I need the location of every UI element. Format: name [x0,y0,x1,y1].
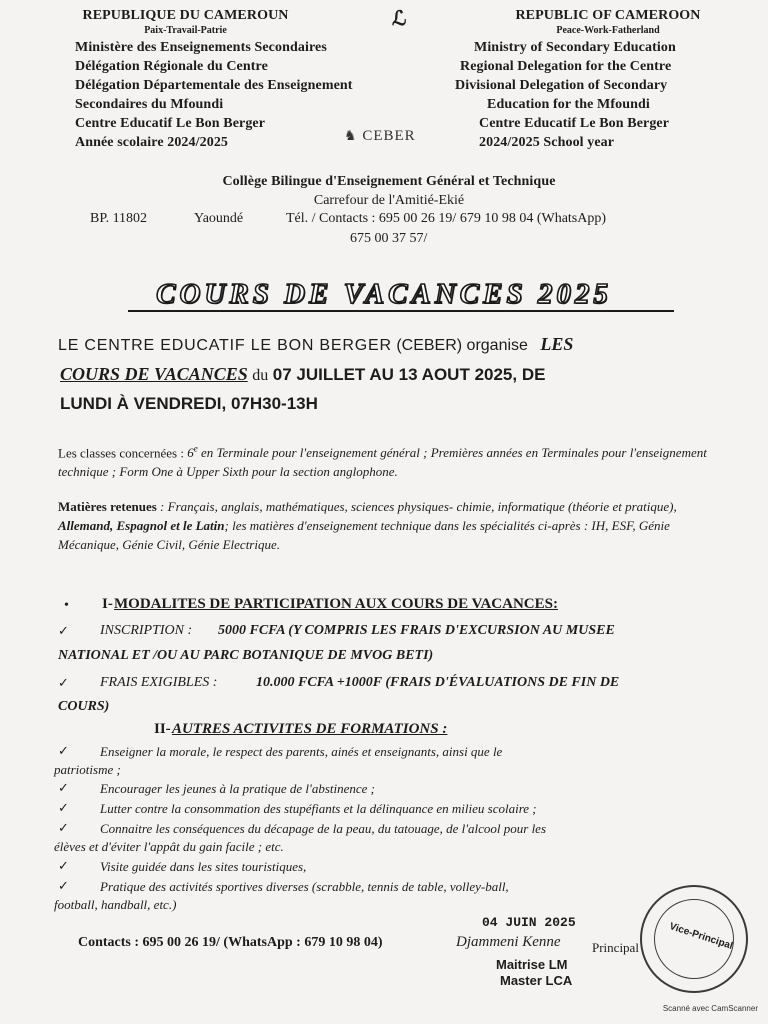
school-bp: BP. 11802 [90,211,148,226]
school-city: Yaoundé [194,211,244,226]
inscription-continued: NATIONAL ET /OU AU PARC BOTANIQUE DE MVOG BETI) [58,648,434,663]
intro-line-3: LUNDI À VENDREDI, 07H30-13H [60,394,318,413]
signer-role: Principal [592,940,639,955]
header-right-line: Ministry of Secondary Education [474,40,676,55]
signature: Djammeni Kenne [456,934,561,950]
frais-value: 10.000 FCFA +1000F (FRAIS D'ÉVALUATIONS DE FIN DE [256,675,620,690]
classes-text-1: 6 [187,445,194,461]
section2-title: AUTRES ACTIVITES DE FORMATIONS : [172,721,448,737]
header-right-line: Regional Delegation for the Centre [460,59,672,74]
activity-item: Lutter contre la consommation des stupéfiants et la délinquance en milieu scolaire ; [100,801,537,816]
check-icon: ✓ [58,858,69,873]
activity-item: Visite guidée dans les sites touristiques, [100,859,307,874]
header-right-line: 2024/2025 School year [479,135,615,150]
header-right-line: Centre Educatif Le Bon Berger [479,116,670,131]
activity-item-cont: football, handball, etc.) [54,897,177,912]
school-location: Carrefour de l'Amitié-Ekié [313,193,465,208]
section1-bullet: • [64,598,69,613]
ceber-logo [344,128,416,145]
page-title: COURS DE VACANCES 2025 [156,278,612,310]
intro-du: du [252,367,269,384]
matieres-text-1: : Français, anglais, mathématiques, sciences physiques- chimie, informatique (théorie et pratique), [160,499,677,514]
header-right-line: Education for the Mfoundi [487,97,650,112]
school-contacts-2: 675 00 37 57/ [350,231,428,246]
school-name: Collège Bilingue d'Enseignement Général et Technique [222,174,556,189]
header-right-line: Divisional Delegation of Secondary [455,78,668,93]
header-right-motto: Peace-Work-Fatherland [556,25,660,36]
shepherd-logo-icon: ♞ [344,129,358,144]
frais-label: FRAIS EXIGIBLES : [100,675,218,690]
check-icon: ✓ [58,820,69,835]
classes-text-2: en Terminale pour l'enseignement général ; Premières années en Terminales pour l'enseignement technique ; Form One à Upper Sixth pour la section anglophone. [58,445,707,480]
check-icon: ✓ [58,743,69,758]
intro-line-1 [58,334,726,355]
header-left-country: REPUBLIQUE DU CAMEROUN [82,8,289,23]
activity-item: Encourager les jeunes à la pratique de l'abstinence ; [100,781,375,796]
activity-item: Connaitre les conséquences du décapage de la peau, du tatouage, de l'alcool pour les [100,821,547,836]
header-left-line: Délégation Régionale du Centre [75,59,268,74]
check-icon: ✓ [58,675,69,690]
title-underline [128,310,674,312]
section1-prefix: I- [102,596,113,612]
classes-label: Les classes concernées : [58,445,184,461]
signer-degree-2: Master LCA [500,973,573,988]
section2-prefix: II- [154,721,171,737]
check-icon: ✓ [58,780,69,795]
header-left-line: Ministère des Enseignements Secondaires [75,40,327,55]
check-icon: ✓ [58,878,69,893]
official-stamp-icon [640,885,748,993]
activity-item: Pratique des activités sportives diverses (scrabble, tennis de table, volley-ball, [100,879,509,894]
header-left-line: Année scolaire 2024/2025 [75,135,229,150]
activity-item: Enseigner la morale, le respect des parents, ainés et enseignants, ainsi que le [100,744,503,759]
header-left-line: Délégation Départementale des Enseignement [75,78,353,93]
classes-paragraph [58,440,708,481]
footer-contacts: Contacts : 695 00 26 19/ (WhatsApp : 679 10 98 04) [78,935,383,950]
signer-degree-1: Maitrise LM [496,957,568,972]
inscription-value: 5000 FCFA (Y COMPRIS LES FRAIS D'EXCURSION AU MUSEE [218,623,615,638]
intro-les: LES [540,334,574,354]
header-left-line: Centre Educatif Le Bon Berger [75,116,266,131]
activity-item-cont: élèves et d'éviter l'appât du gain facile ; etc. [54,839,284,854]
check-icon: ✓ [58,623,69,638]
intro-line-2 [60,364,728,385]
matieres-label: Matières retenues [58,499,157,514]
section1-title: MODALITES DE PARTICIPATION AUX COURS DE VACANCES: [114,596,558,612]
date-stamp: 04 JUIN 2025 [482,915,576,930]
matieres-paragraph [58,497,708,554]
intro-org: LE CENTRE EDUCATIF LE BON BERGER [58,337,392,354]
matieres-text-2: ; les matières d'enseignement technique dans les spécialités ci-après : IH, ESF, Génie Mécanique, Génie Civil, Génie Electrique. [58,518,670,552]
header-right-country: REPUBLIC OF CAMEROON [515,8,701,23]
header-left-motto: Paix-Travail-Patrie [144,25,227,36]
matieres-bold: Allemand, Espagnol et le Latin [58,518,225,533]
intro-cours: COURS DE VACANCES [60,364,248,384]
check-icon: ✓ [58,800,69,815]
logo-text: CEBER [362,128,416,144]
activity-item-cont: patriotisme ; [54,762,121,777]
scanner-watermark: Scanné avec CamScanner [662,1004,758,1013]
classes-sup: e [193,444,198,454]
intro-dates: 07 JUILLET AU 13 AOUT 2025, DE [272,365,546,384]
stamp-label: Vice-Principal [667,921,735,952]
school-contacts: Tél. / Contacts : 695 00 26 19/ 679 10 98 04 (WhatsApp) [286,211,607,226]
header-left-line: Secondaires du Mfoundi [75,97,224,112]
intro-org-abbr: (CEBER) organise [396,337,528,354]
inscription-label: INSCRIPTION : [100,623,193,638]
frais-continued: COURS) [58,699,110,714]
coat-of-arms-icon: ℒ [392,8,407,30]
